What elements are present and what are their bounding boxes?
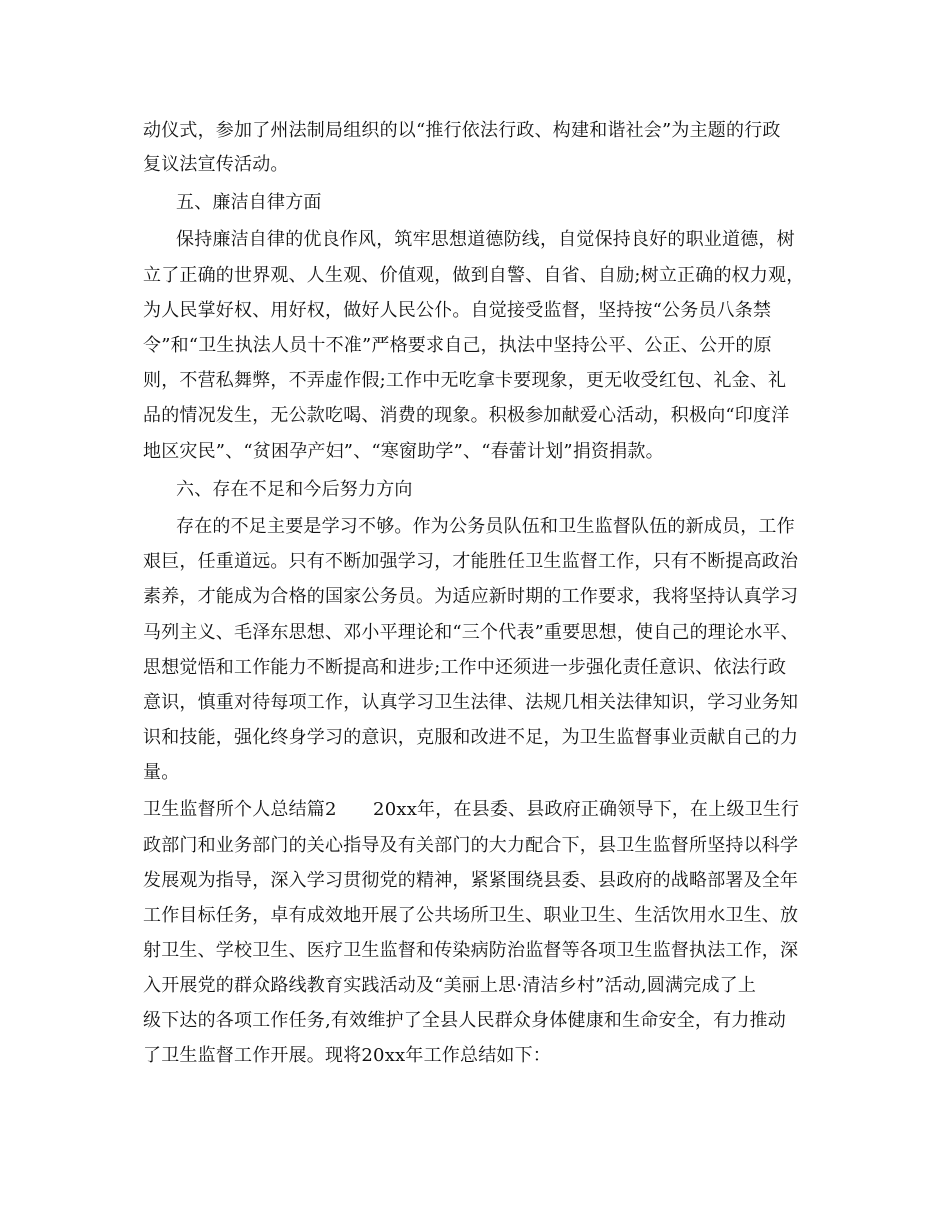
section-heading: 五、廉洁自律方面 — [176, 192, 322, 213]
text-line: 立了正确的世界观、人生观、价值观，做到自警、自省、自励;树立正确的权力观， — [143, 265, 805, 286]
text-line: 动仪式，参加了州法制局组织的以“推行依法行政、构建和谐社会”为主题的行政 — [143, 120, 781, 141]
text-line: 素养，才能成为合格的国家公务员。为适应新时期的工作要求，我将坚持认真学习 — [143, 586, 799, 607]
text-line: 量。 — [143, 762, 180, 783]
text-line: 工作目标任务，卓有成效地开展了公共场所卫生、职业卫生、生活饮用水卫生、放 — [143, 905, 799, 926]
text-line: 级下达的各项工作任务,有效维护了全县人民群众身体健康和生命安全，有力推动 — [143, 1010, 786, 1031]
text-line: 意识，慎重对待每项工作，认真学习卫生法律、法规几相关法律知识，学习业务知 — [143, 692, 799, 713]
text-line: 品的情况发生，无公款吃喝、消费的现象。积极参加献爱心活动，积极向“印度洋 — [143, 405, 790, 426]
text-line: 发展观为指导，深入学习贯彻党的精神，紧紧围绕县委、县政府的战略部署及全年 — [143, 870, 799, 891]
text-line: 则，不营私舞弊，不弄虚作假;工作中无吃拿卡要现象，更无收受红包、礼金、礼 — [143, 370, 787, 391]
text-line: 为人民掌好权、用好权，做好人民公仆。自觉接受监督，坚持按“公务员八条禁 — [143, 300, 772, 321]
text-line: 保持廉洁自律的优良作风，筑牢思想道德防线，自觉保持良好的职业道德，树 — [176, 229, 795, 250]
text-line: 存在的不足主要是学习不够。作为公务员队伍和卫生监督队伍的新成员，工作 — [176, 516, 795, 537]
text-line: 了卫生监督工作开展。现将20xx年工作总结如下： — [143, 1045, 552, 1066]
text-line: 令”和“卫生执法人员十不准”严格要求自己，执法中坚持公平、公正、公开的原 — [143, 335, 772, 356]
text-line: 射卫生、学校卫生、医疗卫生监督和传染病防治监督等各项卫生监督执法工作，深 — [143, 940, 799, 961]
text-line: 识和技能，强化终身学习的意识，克服和改进不足，为卫生监督事业贡献自己的力 — [143, 727, 799, 748]
text-line: 政部门和业务部门的关心指导及有关部门的大力配合下，县卫生监督所坚持以科学 — [143, 835, 799, 856]
text-line: 艰巨，任重道远。只有不断加强学习，才能胜任卫生监督工作，只有不断提高政治 — [143, 551, 799, 572]
text-line: 思想觉悟和工作能力不断提高和进步;工作中还须进一步强化责任意识、依法行政 — [143, 657, 787, 678]
section-heading: 六、存在不足和今后努力方向 — [176, 479, 413, 500]
text-line: 入开展党的群众路线教育实践活动及“美丽上思·清洁乡村”活动,圆满完成了上 — [143, 975, 757, 996]
text-line: 马列主义、毛泽东思想、邓小平理论和“三个代表”重要思想，使自己的理论水平、 — [143, 622, 799, 643]
text-line: 地区灾民”、“贫困孕产妇”、“寒窗助学”、“春蕾计划”捐资捐款。 — [143, 441, 664, 462]
text-line: 复议法宣传活动。 — [143, 154, 289, 175]
article-title-line: 卫生监督所个人总结篇2 20xx年，在县委、县政府正确领导下，在上级卫生行 — [143, 799, 800, 820]
